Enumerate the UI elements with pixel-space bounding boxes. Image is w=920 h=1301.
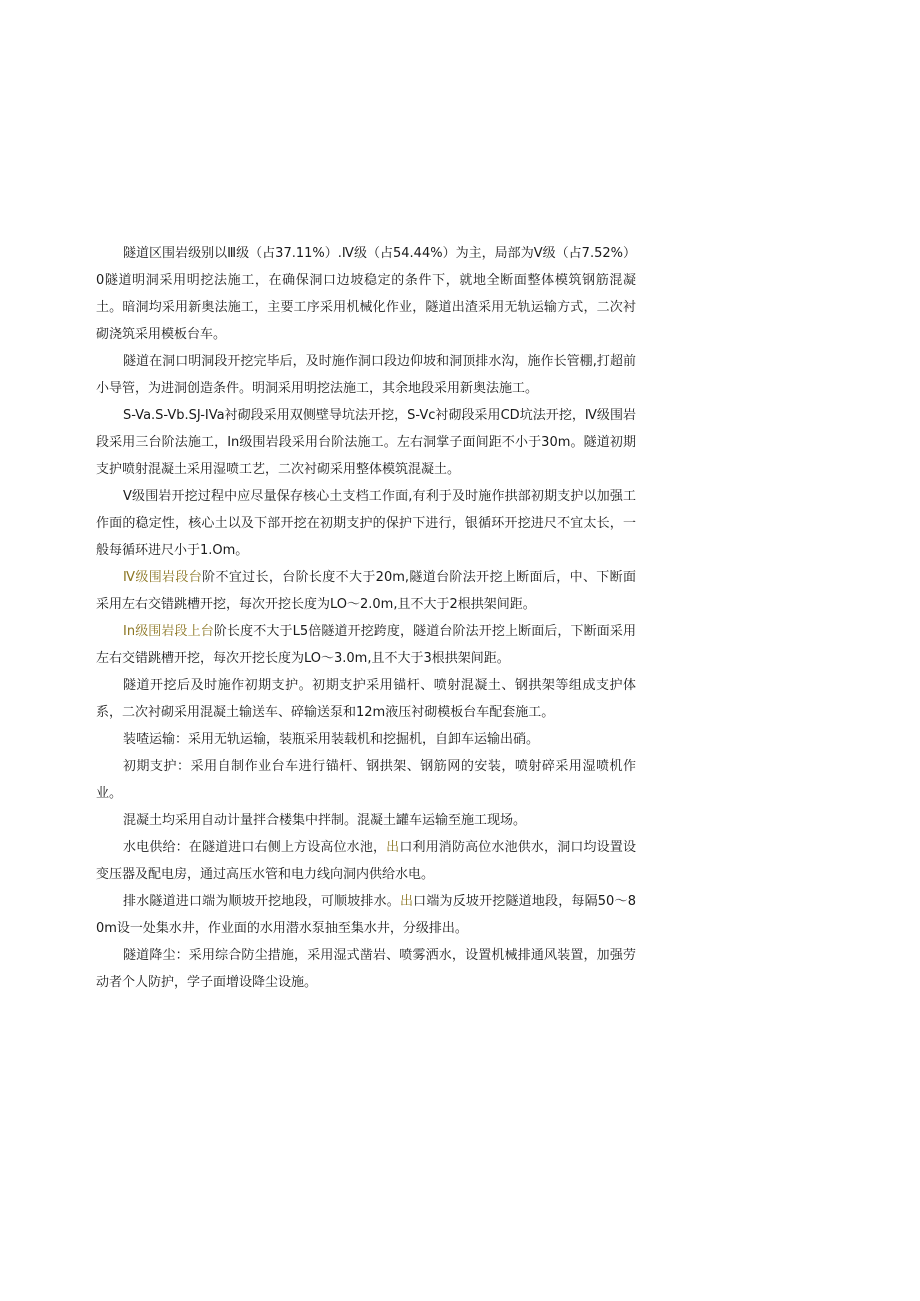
paragraph-text: 初期支护：采用自制作业台车进行锚杆、钢拱架、钢筋网的安装，喷射碎采用湿喷机作业。 — [96, 759, 636, 801]
document-body — [96, 240, 636, 996]
paragraph-text: 水电供给：在隧道进口右侧上方设高位水池， — [123, 840, 387, 855]
paragraph-portal — [96, 348, 636, 402]
paragraph-grade-iv — [96, 564, 636, 618]
paragraph-text: 口利用消防高位水池供水，洞口均设置设变压器及配电房，通过高压水管和电力线向洞内供给水电。 — [96, 840, 636, 882]
paragraph-excavation-method — [96, 402, 636, 483]
paragraph-support-trolley — [96, 753, 636, 807]
paragraph-grade-v — [96, 483, 636, 564]
paragraph-text: 排水隧道进口端为顺坡开挖地段，可顺坡排水。 — [123, 894, 400, 909]
paragraph-text: 隧道开挖后及时施作初期支护。初期支护采用锚杆、喷射混凝土、钢拱架等组成支护体系，二次衬砌采用混凝土输送车、碎输送泵和12m液压衬砌模板台车配套施工。 — [96, 678, 636, 720]
paragraph-text: 阶不宜过长，台阶长度不大于20m,隧道台阶法开挖上断面后，中、下断面采用左右交错跳槽开挖，每次开挖长度为LO〜2.0m,且不大于2根拱架间距。 — [96, 570, 636, 612]
paragraph-initial-support — [96, 672, 636, 726]
paragraph-mucking — [96, 726, 636, 753]
paragraph-text: 隧道区围岩级别以Ⅲ级（占37.11%）.Ⅳ级（占54.44%）为主，局部为Ⅴ级（占7.52%）0隧道明洞采用明挖法施工，在确保洞口边坡稳定的条件下，就地全断面整体模筑钢筋混凝土。暗洞均采用新奥法施工，主要工序采用机械化作业，隧道出渣采用无轨运输方式，二次衬砌浇筑采用模板台车。 — [96, 246, 636, 342]
highlighted-text: In级围岩段上台 — [123, 624, 214, 639]
paragraph-text: 混凝土均采用自动计量拌合楼集中拌制。混凝土罐车运输至施工现场。 — [123, 813, 527, 828]
paragraph-text: S-Va.S-Vb.SJ-IVa衬砌段采用双侧壁导坑法开挖，S-Vc衬砌段采用CD坑法开挖，Ⅳ级围岩段采用三台阶法施工，In级围岩段采用台阶法施工。左右洞掌子面间距不小于30m。隧道初期支护喷射混凝土采用湿喷工艺，二次衬砌采用整体模筑混凝土。 — [96, 408, 636, 477]
paragraph-rock-grade — [96, 240, 636, 348]
paragraph-concrete — [96, 807, 636, 834]
paragraph-water-power — [96, 834, 636, 888]
paragraph-text: 装喳运输：采用无轨运输，装瓶采用装载机和挖掘机，自卸车运输出硝。 — [123, 732, 540, 747]
paragraph-text: Ⅴ级围岩开挖过程中应尽量保存核心土支档工作面,有利于及时施作拱部初期支护以加强工作面的稳定性，核心土以及下部开挖在初期支护的保护下进行，银循环开挖进尺不宜太长，一般每循环进尺小于1.Om。 — [96, 489, 636, 558]
highlighted-text: 出 — [386, 840, 400, 855]
paragraph-text: 隧道降尘：采用综合防尘措施，采用湿式凿岩、喷雾洒水，设置机械排通风装置，加强劳动者个人防护，学子面增设降尘设施。 — [96, 948, 636, 990]
paragraph-dust — [96, 942, 636, 996]
highlighted-text: 出 — [399, 894, 414, 909]
paragraph-grade-iii — [96, 618, 636, 672]
paragraph-text: 口端为反坡开挖隧道地段，每隔50〜80m设一处集水井，作业面的水用潜水泵抽至集水井，分级排出。 — [96, 894, 636, 936]
paragraph-drainage — [96, 888, 636, 942]
paragraph-text: 隧道在洞口明洞段开挖完毕后，及时施作洞口段边仰坡和洞顶排水沟，施作长管棚,打超前小导管，为进洞创造条件。明洞采用明挖法施工，其余地段采用新奥法施工。 — [96, 354, 636, 396]
paragraph-text: 阶长度不大于L5倍隧道开挖跨度，隧道台阶法开挖上断面后，下断面采用左右交错跳槽开挖，每次开挖长度为LO〜3.0m,且不大于3根拱架间距。 — [96, 624, 636, 666]
highlighted-text: Ⅳ级围岩段台 — [123, 570, 203, 585]
